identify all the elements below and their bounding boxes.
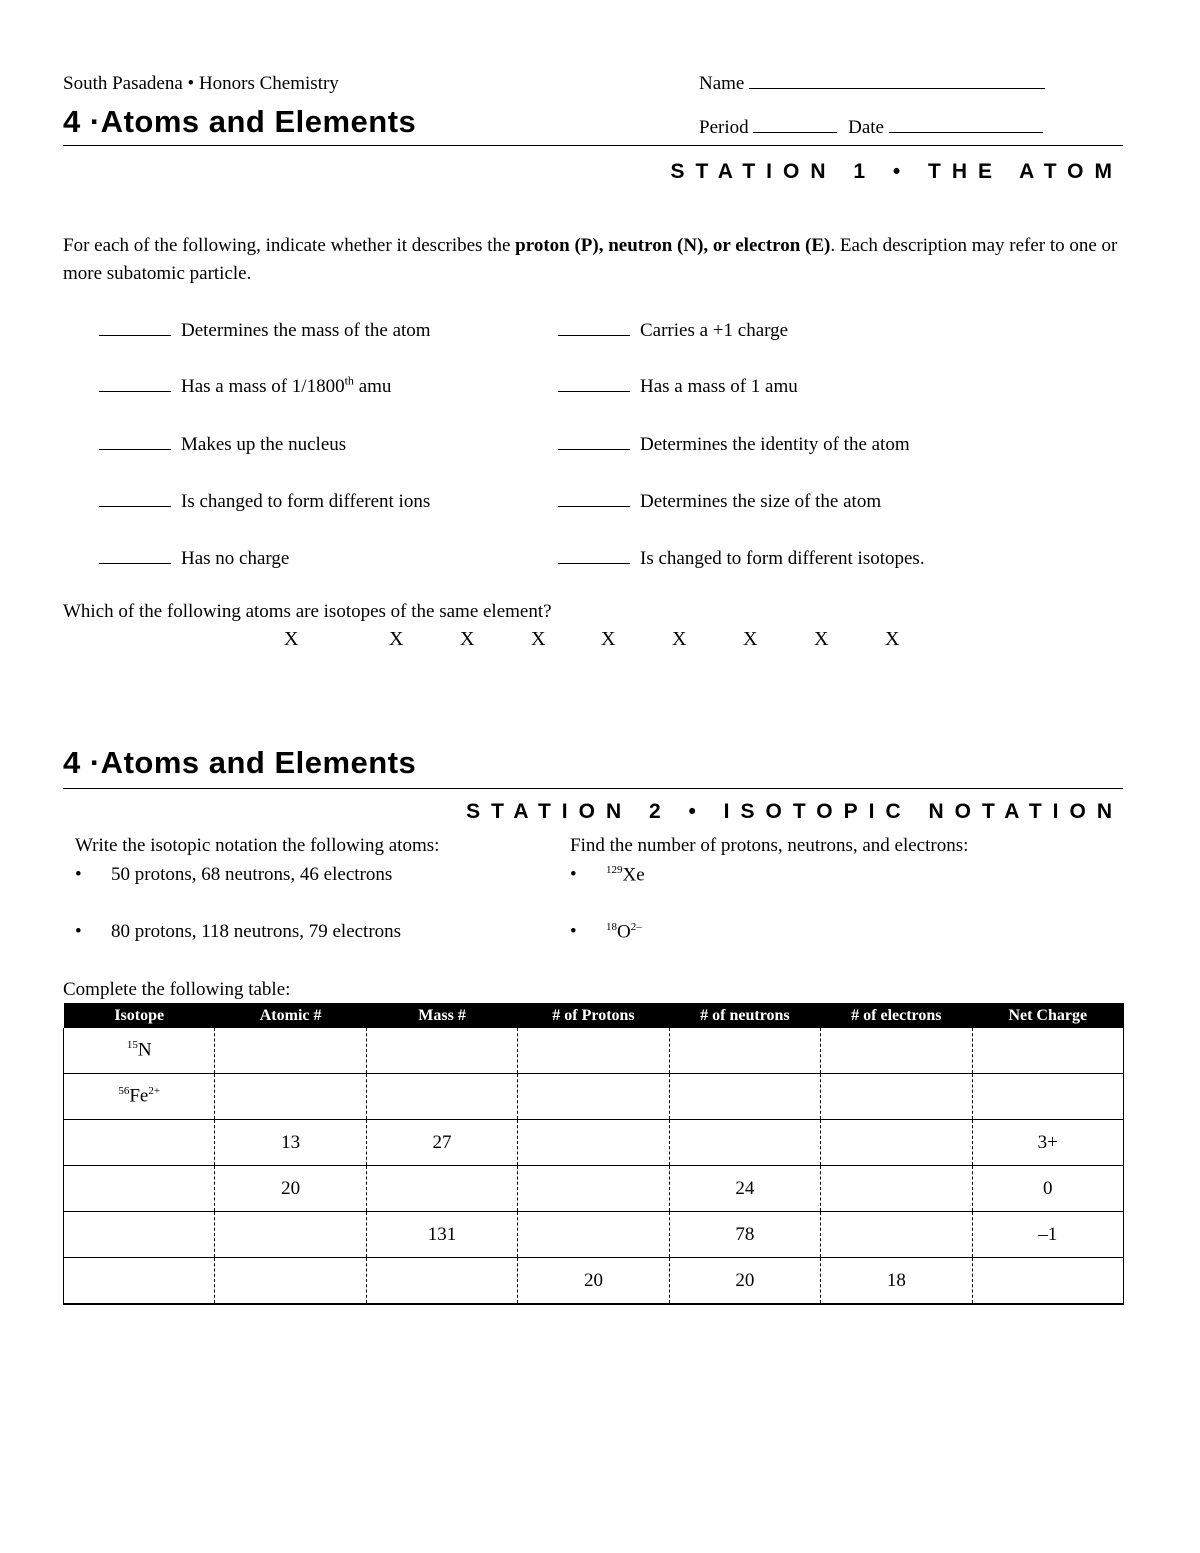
- list-item: [99, 488, 430, 513]
- element-symbol: N: [137, 1039, 152, 1061]
- right-prompt: Find the number of protons, neutrons, and electrons:: [570, 835, 969, 856]
- answer-blank[interactable]: [558, 317, 630, 336]
- table-cell[interactable]: [821, 1028, 972, 1074]
- x-mark: X: [672, 628, 687, 650]
- mass-number: 18: [606, 921, 617, 933]
- answer-blank[interactable]: [558, 488, 630, 507]
- table-cell[interactable]: [366, 1258, 517, 1305]
- table-cell[interactable]: [366, 1028, 517, 1074]
- station2-rule: [63, 788, 1123, 789]
- table-cell[interactable]: 131: [366, 1212, 517, 1258]
- mass-number: 129: [606, 864, 623, 876]
- period-date-fields: [699, 117, 1043, 139]
- list-item: [99, 373, 391, 398]
- table-cell[interactable]: 3+: [972, 1120, 1123, 1166]
- item-text: Has a mass of 1/1800: [181, 376, 345, 397]
- bullet-icon: •: [570, 921, 577, 943]
- item-text: Has no charge: [181, 548, 290, 569]
- table-row: [64, 1166, 1124, 1212]
- table-cell[interactable]: [518, 1166, 669, 1212]
- ion-charge: 2–: [630, 921, 642, 933]
- column-header: Net Charge: [972, 1003, 1123, 1028]
- list-item: [558, 545, 925, 570]
- table-row: [64, 1120, 1124, 1166]
- item-text: Makes up the nucleus: [181, 434, 347, 455]
- list-item: [558, 317, 788, 342]
- table-row: [64, 1028, 1124, 1074]
- list-item: [75, 864, 392, 886]
- list-item: [99, 431, 346, 456]
- bullet-text: 50 protons, 68 neutrons, 46 electrons: [111, 864, 393, 885]
- bullet-icon: •: [75, 864, 82, 885]
- station2-heading: STATION 2 • ISOTOPIC NOTATION: [466, 800, 1123, 823]
- mass-number: 56: [118, 1085, 130, 1098]
- column-header: # of Protons: [518, 1003, 669, 1028]
- item-text: Is changed to form different isotopes.: [640, 548, 925, 569]
- header-rule: [63, 145, 1123, 146]
- list-item: [570, 921, 642, 943]
- table-cell[interactable]: 27: [366, 1120, 517, 1166]
- bullet-text: 80 protons, 118 neutrons, 79 electrons: [111, 921, 402, 942]
- table-cell[interactable]: 20: [518, 1258, 669, 1305]
- table-cell[interactable]: [64, 1166, 215, 1212]
- element-symbol: O: [617, 921, 631, 943]
- x-mark: X: [531, 628, 546, 650]
- table-cell[interactable]: 13: [215, 1120, 366, 1166]
- list-item: [99, 545, 289, 570]
- table-cell[interactable]: [215, 1212, 366, 1258]
- table-cell[interactable]: [215, 1074, 366, 1120]
- list-item: [99, 317, 431, 342]
- date-blank[interactable]: [889, 118, 1043, 133]
- column-header: Mass #: [366, 1003, 517, 1028]
- answer-blank[interactable]: [99, 545, 171, 564]
- table-row: [64, 1258, 1124, 1305]
- station1-instructions: [63, 232, 1123, 288]
- table-cell[interactable]: 18: [821, 1258, 972, 1305]
- table-cell[interactable]: 20: [669, 1258, 820, 1305]
- list-item: [75, 921, 401, 943]
- x-mark: X: [814, 628, 829, 650]
- list-item: [558, 431, 910, 456]
- instructions-text: For each of the following, indicate whether it describes the: [63, 235, 516, 256]
- station1-heading: STATION 1 • THE ATOM: [670, 160, 1123, 183]
- name-blank[interactable]: [749, 74, 1045, 89]
- x-mark: X: [389, 628, 404, 650]
- table-cell-isotope[interactable]: [64, 1074, 215, 1120]
- list-item: [570, 864, 645, 886]
- table-cell[interactable]: [821, 1212, 972, 1258]
- column-header: Isotope: [64, 1003, 215, 1028]
- table-cell[interactable]: [972, 1258, 1123, 1305]
- answer-blank[interactable]: [558, 545, 630, 564]
- table-cell[interactable]: [518, 1120, 669, 1166]
- date-label: Date: [848, 117, 884, 138]
- answer-blank[interactable]: [99, 431, 171, 450]
- answer-blank[interactable]: [558, 431, 630, 450]
- table-cell[interactable]: [518, 1074, 669, 1120]
- ion-charge: 2+: [148, 1085, 161, 1098]
- isotope-question: Which of the following atoms are isotopes of the same element?: [63, 601, 552, 622]
- name-field[interactable]: [699, 73, 1045, 95]
- table-cell[interactable]: [669, 1074, 820, 1120]
- table-prompt: Complete the following table:: [63, 979, 291, 1000]
- table-cell[interactable]: –1: [972, 1212, 1123, 1258]
- x-mark: X: [284, 628, 299, 650]
- table-cell-isotope[interactable]: [64, 1028, 215, 1074]
- table-cell[interactable]: [821, 1120, 972, 1166]
- period-blank[interactable]: [753, 118, 837, 133]
- table-cell[interactable]: [972, 1074, 1123, 1120]
- answer-blank[interactable]: [99, 373, 171, 392]
- item-text: Determines the size of the atom: [640, 491, 882, 512]
- table-cell[interactable]: [64, 1212, 215, 1258]
- item-text: Determines the identity of the atom: [640, 434, 910, 455]
- x-mark: X: [743, 628, 758, 650]
- bullet-icon: •: [75, 921, 82, 942]
- bullet-icon: •: [570, 864, 577, 886]
- name-label: Name: [699, 73, 745, 94]
- column-header: Atomic #: [215, 1003, 366, 1028]
- table-cell[interactable]: [972, 1028, 1123, 1074]
- table-cell[interactable]: [64, 1120, 215, 1166]
- table-cell[interactable]: [366, 1074, 517, 1120]
- column-header: # of neutrons: [669, 1003, 820, 1028]
- item-text: Has a mass of 1 amu: [640, 376, 798, 397]
- table-cell[interactable]: [64, 1258, 215, 1305]
- instructions-bold: proton (P), neutron (N), or electron (E): [515, 235, 831, 256]
- table-cell[interactable]: [669, 1028, 820, 1074]
- x-mark: X: [885, 628, 900, 650]
- mass-number: 15: [126, 1039, 138, 1052]
- element-symbol: Xe: [622, 864, 645, 886]
- left-prompt: Write the isotopic notation the following atoms:: [75, 835, 440, 856]
- item-text-tail: amu: [353, 376, 392, 397]
- course-label: South Pasadena • Honors Chemistry: [63, 73, 339, 94]
- item-text: Determines the mass of the atom: [181, 320, 431, 341]
- table-cell[interactable]: [215, 1258, 366, 1305]
- table-cell[interactable]: [366, 1166, 517, 1212]
- x-mark: X: [460, 628, 475, 650]
- table-cell[interactable]: [518, 1028, 669, 1074]
- period-label: Period: [699, 117, 749, 138]
- answer-blank[interactable]: [99, 317, 171, 336]
- item-text: Is changed to form different ions: [181, 491, 431, 512]
- table-row: [64, 1074, 1124, 1120]
- isotope-table: [63, 1003, 1124, 1305]
- list-item: [558, 488, 881, 513]
- instructions-tail: . Each description may refer to one or more subatomic particle.: [63, 235, 1118, 284]
- column-header: # of electrons: [821, 1003, 972, 1028]
- table-cell[interactable]: [821, 1166, 972, 1212]
- table-cell[interactable]: [215, 1028, 366, 1074]
- table-cell[interactable]: 0: [972, 1166, 1123, 1212]
- table-row: [64, 1212, 1124, 1258]
- table-cell[interactable]: [669, 1120, 820, 1166]
- element-symbol: Fe: [129, 1085, 149, 1107]
- table-cell[interactable]: 20: [215, 1166, 366, 1212]
- unit-title: 4 ·Atoms and Elements: [63, 104, 417, 139]
- table-cell[interactable]: 78: [669, 1212, 820, 1258]
- unit-title-2: 4 ·Atoms and Elements: [63, 745, 417, 780]
- table-cell[interactable]: [518, 1212, 669, 1258]
- list-item: [558, 373, 798, 398]
- table-header-row: [64, 1003, 1124, 1028]
- table-cell[interactable]: 24: [669, 1166, 820, 1212]
- item-superscript: th: [344, 373, 354, 388]
- item-text: Carries a +1 charge: [640, 320, 789, 341]
- x-mark: X: [601, 628, 616, 650]
- table-cell[interactable]: [821, 1074, 972, 1120]
- answer-blank[interactable]: [99, 488, 171, 507]
- answer-blank[interactable]: [558, 373, 630, 392]
